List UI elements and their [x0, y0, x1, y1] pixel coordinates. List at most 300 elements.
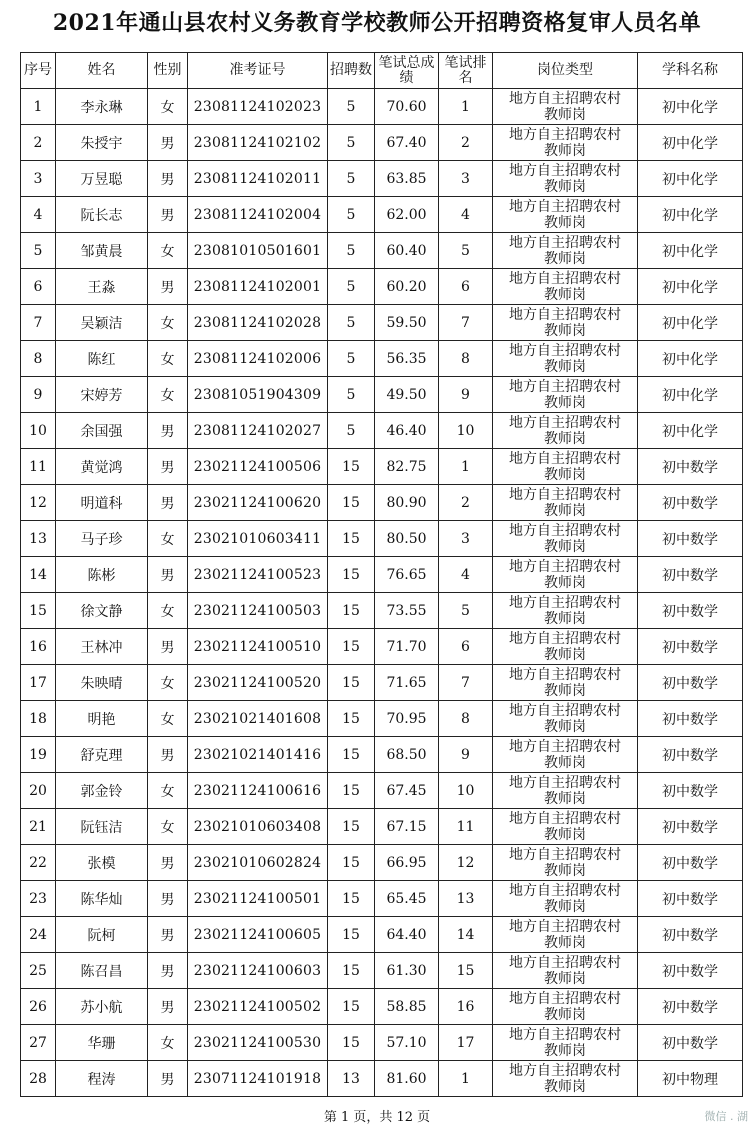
cell-score: 67.40: [375, 125, 439, 161]
cell-post-text: 地方自主招聘农村教师岗: [508, 918, 621, 951]
cell-post-text: 地方自主招聘农村教师岗: [508, 774, 621, 807]
cell-rank: 13: [439, 881, 493, 917]
cell-rank: 1: [439, 449, 493, 485]
table-row: [21, 485, 743, 521]
table-row: [21, 1061, 743, 1097]
cell-score: 71.70: [375, 629, 439, 665]
cell-gender: 男: [148, 557, 188, 593]
cell-name: 王林冲: [56, 629, 148, 665]
cell-score: 80.50: [375, 521, 439, 557]
cell-post: [493, 629, 638, 665]
cell-rank: 7: [439, 305, 493, 341]
cell-name: 徐文静: [56, 593, 148, 629]
cell-exam-id: 23081124102004: [188, 197, 328, 233]
cell-seq: 13: [21, 521, 56, 557]
cell-quota: 15: [328, 485, 375, 521]
cell-subject: 初中化学: [638, 233, 743, 269]
cell-name: 黄觉鸿: [56, 449, 148, 485]
cell-subject: 初中化学: [638, 161, 743, 197]
cell-name: 马子珍: [56, 521, 148, 557]
cell-score: 68.50: [375, 737, 439, 773]
cell-post-text: 地方自主招聘农村教师岗: [508, 90, 621, 123]
cell-post: [493, 125, 638, 161]
cell-quota: 5: [328, 305, 375, 341]
cell-name: 程涛: [56, 1061, 148, 1097]
header-quota: 招聘数: [328, 53, 375, 89]
cell-post-text: 地方自主招聘农村教师岗: [508, 666, 621, 699]
cell-rank: 16: [439, 989, 493, 1025]
table-row: [21, 89, 743, 125]
cell-seq: 16: [21, 629, 56, 665]
cell-seq: 1: [21, 89, 56, 125]
cell-post-text: 地方自主招聘农村教师岗: [508, 234, 621, 267]
cell-score: 80.90: [375, 485, 439, 521]
cell-gender: 女: [148, 521, 188, 557]
cell-rank: 3: [439, 161, 493, 197]
cell-score: 60.40: [375, 233, 439, 269]
cell-post-text: 地方自主招聘农村教师岗: [508, 270, 621, 303]
cell-seq: 11: [21, 449, 56, 485]
cell-quota: 5: [328, 269, 375, 305]
cell-gender: 男: [148, 485, 188, 521]
cell-rank: 9: [439, 377, 493, 413]
cell-post-text: 地方自主招聘农村教师岗: [508, 162, 621, 195]
cell-post: [493, 377, 638, 413]
cell-seq: 19: [21, 737, 56, 773]
cell-gender: 男: [148, 413, 188, 449]
cell-score: 71.65: [375, 665, 439, 701]
cell-seq: 12: [21, 485, 56, 521]
cell-post: [493, 305, 638, 341]
cell-exam-id: 23081124102027: [188, 413, 328, 449]
table-row: [21, 989, 743, 1025]
cell-subject: 初中数学: [638, 665, 743, 701]
header-subject: 学科名称: [638, 53, 743, 89]
cell-gender: 女: [148, 305, 188, 341]
cell-exam-id: 23021124100523: [188, 557, 328, 593]
cell-gender: 男: [148, 161, 188, 197]
cell-exam-id: 23021124100620: [188, 485, 328, 521]
cell-post: [493, 161, 638, 197]
cell-score: 67.15: [375, 809, 439, 845]
cell-post-text: 地方自主招聘农村教师岗: [508, 810, 621, 843]
header-rank: 笔试排名: [439, 53, 493, 89]
cell-exam-id: 23081124102001: [188, 269, 328, 305]
cell-exam-id: 23021124100530: [188, 1025, 328, 1061]
cell-seq: 9: [21, 377, 56, 413]
cell-seq: 7: [21, 305, 56, 341]
cell-post-text: 地方自主招聘农村教师岗: [508, 882, 621, 915]
cell-quota: 15: [328, 845, 375, 881]
cell-exam-id: 23081051904309: [188, 377, 328, 413]
cell-gender: 女: [148, 377, 188, 413]
cell-subject: 初中化学: [638, 377, 743, 413]
cell-post-text: 地方自主招聘农村教师岗: [508, 450, 621, 483]
cell-rank: 7: [439, 665, 493, 701]
cell-post-text: 地方自主招聘农村教师岗: [508, 378, 621, 411]
cell-post: [493, 449, 638, 485]
cell-quota: 15: [328, 989, 375, 1025]
cell-rank: 1: [439, 89, 493, 125]
cell-name: 朱授宇: [56, 125, 148, 161]
cell-name: 李永琳: [56, 89, 148, 125]
cell-subject: 初中数学: [638, 917, 743, 953]
table-row: [21, 881, 743, 917]
cell-post-text: 地方自主招聘农村教师岗: [508, 1062, 621, 1095]
cell-subject: 初中数学: [638, 953, 743, 989]
cell-exam-id: 23081124102011: [188, 161, 328, 197]
cell-subject: 初中数学: [638, 449, 743, 485]
cell-score: 81.60: [375, 1061, 439, 1097]
table-row: [21, 557, 743, 593]
cell-subject: 初中化学: [638, 305, 743, 341]
cell-subject: 初中数学: [638, 1025, 743, 1061]
cell-gender: 男: [148, 953, 188, 989]
cell-post: [493, 1025, 638, 1061]
cell-seq: 17: [21, 665, 56, 701]
cell-exam-id: 23081124102006: [188, 341, 328, 377]
cell-name: 明艳: [56, 701, 148, 737]
cell-post: [493, 881, 638, 917]
cell-score: 46.40: [375, 413, 439, 449]
cell-name: 明道科: [56, 485, 148, 521]
cell-seq: 21: [21, 809, 56, 845]
cell-score: 73.55: [375, 593, 439, 629]
cell-post-text: 地方自主招聘农村教师岗: [508, 594, 621, 627]
cell-score: 59.50: [375, 305, 439, 341]
cell-exam-id: 23021010603408: [188, 809, 328, 845]
cell-post: [493, 269, 638, 305]
cell-subject: 初中数学: [638, 701, 743, 737]
cell-subject: 初中数学: [638, 485, 743, 521]
cell-gender: 男: [148, 845, 188, 881]
cell-gender: 男: [148, 197, 188, 233]
cell-quota: 15: [328, 557, 375, 593]
cell-exam-id: 23021124100502: [188, 989, 328, 1025]
table-row: [21, 701, 743, 737]
cell-name: 吴颖洁: [56, 305, 148, 341]
table-row: [21, 773, 743, 809]
cell-quota: 15: [328, 521, 375, 557]
header-row: [21, 53, 743, 89]
cell-quota: 15: [328, 881, 375, 917]
table-row: [21, 413, 743, 449]
cell-subject: 初中化学: [638, 125, 743, 161]
cell-post: [493, 665, 638, 701]
cell-name: 张模: [56, 845, 148, 881]
cell-post: [493, 89, 638, 125]
table-row: [21, 341, 743, 377]
cell-gender: 女: [148, 341, 188, 377]
table-row: [21, 269, 743, 305]
cell-seq: 20: [21, 773, 56, 809]
cell-rank: 4: [439, 197, 493, 233]
cell-post-text: 地方自主招聘农村教师岗: [508, 558, 621, 591]
cell-subject: 初中数学: [638, 629, 743, 665]
cell-rank: 9: [439, 737, 493, 773]
cell-score: 66.95: [375, 845, 439, 881]
cell-gender: 男: [148, 269, 188, 305]
cell-name: 王淼: [56, 269, 148, 305]
cell-exam-id: 23021010603411: [188, 521, 328, 557]
cell-subject: 初中化学: [638, 341, 743, 377]
cell-quota: 5: [328, 233, 375, 269]
cell-gender: 男: [148, 125, 188, 161]
cell-post: [493, 953, 638, 989]
cell-exam-id: 23021021401416: [188, 737, 328, 773]
cell-exam-id: 23021124100616: [188, 773, 328, 809]
cell-gender: 女: [148, 809, 188, 845]
cell-post: [493, 593, 638, 629]
cell-seq: 28: [21, 1061, 56, 1097]
cell-rank: 10: [439, 773, 493, 809]
cell-rank: 3: [439, 521, 493, 557]
cell-score: 56.35: [375, 341, 439, 377]
cell-rank: 8: [439, 701, 493, 737]
cell-rank: 11: [439, 809, 493, 845]
cell-post: [493, 701, 638, 737]
cell-post: [493, 413, 638, 449]
cell-seq: 15: [21, 593, 56, 629]
table-body: [21, 89, 743, 1097]
cell-exam-id: 23021124100506: [188, 449, 328, 485]
cell-gender: 女: [148, 593, 188, 629]
cell-subject: 初中化学: [638, 413, 743, 449]
cell-score: 49.50: [375, 377, 439, 413]
cell-post-text: 地方自主招聘农村教师岗: [508, 342, 621, 375]
header-exam-id: 准考证号: [188, 53, 328, 89]
cell-exam-id: 23081010501601: [188, 233, 328, 269]
cell-gender: 女: [148, 773, 188, 809]
cell-subject: 初中数学: [638, 593, 743, 629]
cell-name: 陈彬: [56, 557, 148, 593]
cell-gender: 女: [148, 89, 188, 125]
cell-quota: 15: [328, 665, 375, 701]
cell-post: [493, 521, 638, 557]
cell-gender: 男: [148, 629, 188, 665]
cell-quota: 5: [328, 89, 375, 125]
cell-rank: 2: [439, 125, 493, 161]
cell-seq: 27: [21, 1025, 56, 1061]
table-row: [21, 845, 743, 881]
cell-exam-id: 23021021401608: [188, 701, 328, 737]
cell-gender: 男: [148, 881, 188, 917]
cell-score: 61.30: [375, 953, 439, 989]
cell-quota: 15: [328, 1025, 375, 1061]
cell-post-text: 地方自主招聘农村教师岗: [508, 1026, 621, 1059]
cell-quota: 15: [328, 701, 375, 737]
cell-rank: 5: [439, 593, 493, 629]
cell-subject: 初中物理: [638, 1061, 743, 1097]
cell-quota: 5: [328, 413, 375, 449]
cell-seq: 6: [21, 269, 56, 305]
cell-quota: 15: [328, 809, 375, 845]
cell-name: 舒克理: [56, 737, 148, 773]
cell-score: 58.85: [375, 989, 439, 1025]
cell-name: 华珊: [56, 1025, 148, 1061]
cell-rank: 12: [439, 845, 493, 881]
cell-exam-id: 23081124102023: [188, 89, 328, 125]
cell-gender: 男: [148, 989, 188, 1025]
cell-quota: 5: [328, 377, 375, 413]
cell-subject: 初中化学: [638, 269, 743, 305]
table-row: [21, 521, 743, 557]
cell-gender: 女: [148, 701, 188, 737]
cell-subject: 初中数学: [638, 773, 743, 809]
cell-post: [493, 845, 638, 881]
table-row: [21, 197, 743, 233]
cell-quota: 13: [328, 1061, 375, 1097]
cell-rank: 6: [439, 269, 493, 305]
table-row: [21, 1025, 743, 1061]
cell-seq: 23: [21, 881, 56, 917]
cell-post-text: 地方自主招聘农村教师岗: [508, 702, 621, 735]
cell-score: 76.65: [375, 557, 439, 593]
cell-post-text: 地方自主招聘农村教师岗: [508, 954, 621, 987]
cell-name: 阮钰洁: [56, 809, 148, 845]
cell-name: 陈华灿: [56, 881, 148, 917]
cell-gender: 男: [148, 917, 188, 953]
cell-post: [493, 809, 638, 845]
watermark: 微信 . 湖: [704, 1110, 748, 1123]
page-title: 2021年通山县农村义务教育学校教师公开招聘资格复审人员名单: [52, 10, 702, 36]
cell-name: 陈红: [56, 341, 148, 377]
cell-post: [493, 989, 638, 1025]
cell-subject: 初中数学: [638, 521, 743, 557]
cell-quota: 5: [328, 341, 375, 377]
table-header: [21, 53, 743, 89]
cell-rank: 15: [439, 953, 493, 989]
cell-seq: 5: [21, 233, 56, 269]
cell-post-text: 地方自主招聘农村教师岗: [508, 198, 621, 231]
cell-rank: 6: [439, 629, 493, 665]
cell-exam-id: 23021124100520: [188, 665, 328, 701]
cell-quota: 15: [328, 773, 375, 809]
cell-subject: 初中化学: [638, 197, 743, 233]
cell-quota: 5: [328, 125, 375, 161]
cell-rank: 10: [439, 413, 493, 449]
cell-subject: 初中数学: [638, 989, 743, 1025]
cell-rank: 4: [439, 557, 493, 593]
cell-post: [493, 197, 638, 233]
cell-rank: 5: [439, 233, 493, 269]
cell-score: 64.40: [375, 917, 439, 953]
table-row: [21, 665, 743, 701]
cell-name: 陈召昌: [56, 953, 148, 989]
cell-score: 82.75: [375, 449, 439, 485]
cell-score: 60.20: [375, 269, 439, 305]
cell-quota: 15: [328, 737, 375, 773]
cell-subject: 初中数学: [638, 845, 743, 881]
candidate-table: [20, 52, 743, 1097]
cell-seq: 8: [21, 341, 56, 377]
table-row: [21, 953, 743, 989]
cell-post-text: 地方自主招聘农村教师岗: [508, 126, 621, 159]
cell-quota: 15: [328, 917, 375, 953]
cell-score: 67.45: [375, 773, 439, 809]
cell-exam-id: 23021124100603: [188, 953, 328, 989]
header-gender: 性别: [148, 53, 188, 89]
cell-exam-id: 23021010602824: [188, 845, 328, 881]
table-row: [21, 809, 743, 845]
cell-quota: 15: [328, 449, 375, 485]
cell-name: 苏小航: [56, 989, 148, 1025]
cell-post-text: 地方自主招聘农村教师岗: [508, 846, 621, 879]
cell-subject: 初中数学: [638, 737, 743, 773]
cell-name: 邹黄晨: [56, 233, 148, 269]
cell-rank: 8: [439, 341, 493, 377]
cell-name: 阮长志: [56, 197, 148, 233]
cell-quota: 15: [328, 593, 375, 629]
header-name: 姓名: [56, 53, 148, 89]
cell-post-text: 地方自主招聘农村教师岗: [508, 738, 621, 771]
table-row: [21, 737, 743, 773]
cell-subject: 初中数学: [638, 557, 743, 593]
header-score: 笔试总成绩: [375, 53, 439, 89]
cell-seq: 24: [21, 917, 56, 953]
cell-exam-id: 23021124100510: [188, 629, 328, 665]
page-number: 第 1 页，共 12 页: [323, 1110, 431, 1125]
cell-seq: 26: [21, 989, 56, 1025]
cell-post-text: 地方自主招聘农村教师岗: [508, 306, 621, 339]
table-row: [21, 449, 743, 485]
cell-seq: 4: [21, 197, 56, 233]
cell-score: 63.85: [375, 161, 439, 197]
cell-quota: 5: [328, 197, 375, 233]
cell-score: 70.60: [375, 89, 439, 125]
cell-gender: 女: [148, 665, 188, 701]
cell-quota: 15: [328, 953, 375, 989]
cell-exam-id: 23081124102028: [188, 305, 328, 341]
cell-post: [493, 557, 638, 593]
cell-post: [493, 773, 638, 809]
cell-subject: 初中数学: [638, 809, 743, 845]
cell-post: [493, 233, 638, 269]
table-row: [21, 377, 743, 413]
cell-seq: 2: [21, 125, 56, 161]
cell-gender: 女: [148, 1025, 188, 1061]
cell-score: 62.00: [375, 197, 439, 233]
cell-seq: 25: [21, 953, 56, 989]
cell-rank: 17: [439, 1025, 493, 1061]
cell-quota: 5: [328, 161, 375, 197]
cell-seq: 18: [21, 701, 56, 737]
cell-seq: 3: [21, 161, 56, 197]
cell-exam-id: 23081124102102: [188, 125, 328, 161]
table-row: [21, 593, 743, 629]
table-row: [21, 629, 743, 665]
cell-subject: 初中数学: [638, 881, 743, 917]
cell-name: 余国强: [56, 413, 148, 449]
cell-post-text: 地方自主招聘农村教师岗: [508, 630, 621, 663]
cell-name: 万昱聪: [56, 161, 148, 197]
cell-gender: 男: [148, 737, 188, 773]
cell-post-text: 地方自主招聘农村教师岗: [508, 486, 621, 519]
cell-exam-id: 23021124100503: [188, 593, 328, 629]
table-row: [21, 233, 743, 269]
cell-seq: 10: [21, 413, 56, 449]
cell-exam-id: 23021124100501: [188, 881, 328, 917]
cell-post: [493, 1061, 638, 1097]
header-post: 岗位类型: [493, 53, 638, 89]
cell-score: 57.10: [375, 1025, 439, 1061]
cell-post: [493, 485, 638, 521]
cell-rank: 14: [439, 917, 493, 953]
cell-gender: 男: [148, 1061, 188, 1097]
cell-rank: 2: [439, 485, 493, 521]
cell-name: 宋婷芳: [56, 377, 148, 413]
cell-seq: 22: [21, 845, 56, 881]
